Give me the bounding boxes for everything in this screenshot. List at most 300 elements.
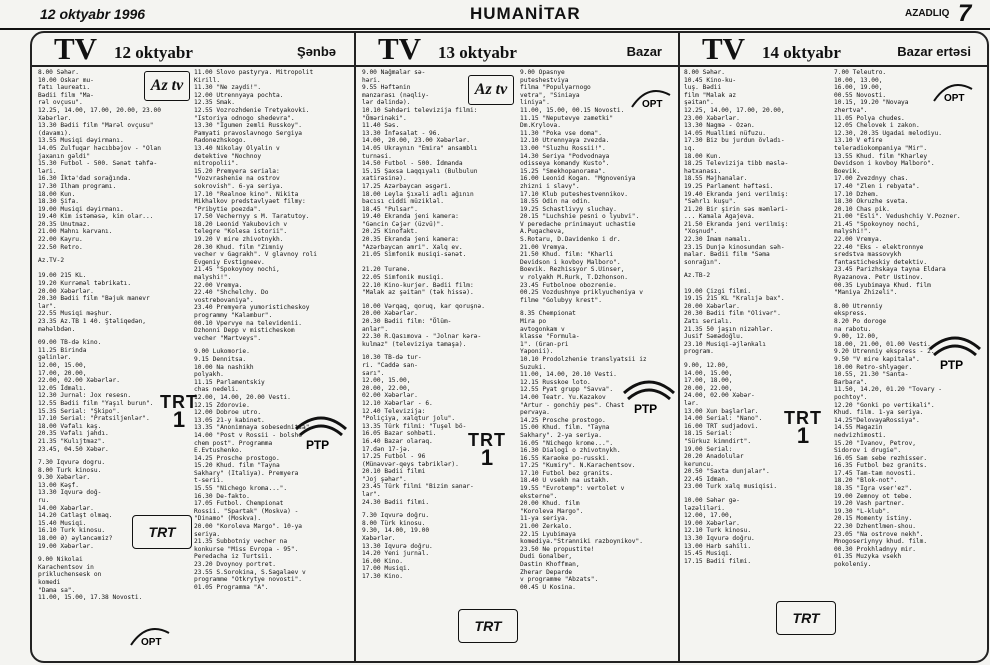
program-line: 12.30, 20.35 Ugadai melodiyu. xyxy=(834,129,943,137)
program-line: 17.25 Futbol - 96 xyxy=(362,453,426,461)
program-line: 20.35 Ekranda jeni kamera: xyxy=(362,236,459,244)
column-header xyxy=(356,33,680,67)
program-line: 20.15 Momenty istiny. xyxy=(834,515,913,523)
program-line: 00.55 Novosti. xyxy=(834,91,887,99)
program-line: 21.20 Turane. xyxy=(362,266,411,274)
section-name: AZADLIQ xyxy=(905,8,950,19)
program-line: ekspress. xyxy=(834,310,868,318)
program-line: "Maniya Zhizeli". xyxy=(834,289,898,297)
program-line: fantasticheskiy detektiv. xyxy=(834,258,928,266)
program-line: 12.30 Jurnal: Jox resesn. xyxy=(38,392,132,400)
program-line: 12.05 İdmalı. xyxy=(38,384,87,392)
program-line: 01.35 Muzyka vsekh xyxy=(834,553,902,561)
program-line: 23.40 Premyera yumoristicheskoy xyxy=(194,304,310,312)
program-line: 15.30 Futbol - 500. Sənət təhfə- xyxy=(38,160,158,168)
program-line: 12.05 Chelovek i zakon. xyxy=(834,122,920,130)
program-line: Peredacha iz Turtsii. xyxy=(194,553,273,561)
program-line: gəlinlər. xyxy=(38,354,72,362)
program-line: 10.10 Prodolzhenie translyatsii iz xyxy=(520,355,647,363)
program-line: 18.15 Serial: xyxy=(684,430,733,438)
program-line: 9.00, 12.00, xyxy=(684,361,729,369)
program-line: 19.40 Ekranda jeni kamera: xyxy=(362,213,459,221)
program-line: sredstva massovykh xyxy=(834,251,902,259)
program-line: lar". xyxy=(362,491,381,499)
program-line: 16.40 Bazar olaraq. xyxy=(362,437,433,445)
program-line: 23.45 Futbolnoe obozrenie. xyxy=(520,281,617,289)
trt-int-logo: TRT xyxy=(132,515,192,549)
program-line: 13.30 Iqvurə doğ- xyxy=(38,489,102,497)
tv-guide-frame xyxy=(30,31,989,663)
program-line: 15.15 Şaxsa Laqqıyalı (Bulbulun xyxy=(362,167,478,175)
program-line: "Ömərinəki". xyxy=(362,114,407,122)
program-line: 19.30 "L-klub". xyxy=(834,507,890,515)
program-line: 12.00 Dobroe utro. xyxy=(194,409,262,417)
program-line: 15.20 Premyera seriala: xyxy=(194,167,280,175)
program-line: Sakhary" (Italiya). Premyera xyxy=(194,469,299,477)
program-line: 9.15 Dennitsa. xyxy=(194,355,247,363)
program-line: lar". xyxy=(38,302,57,310)
program-line: 19.00 215 KL. xyxy=(38,272,87,280)
trt1-logo xyxy=(160,392,198,432)
program-line: na rabotu. xyxy=(834,325,872,333)
program-line: 8.20 Po doroge xyxy=(834,318,887,325)
day-date: 12 oktyabr xyxy=(114,43,193,62)
program-line: 10.00 Vərqaq, qoruq, kar qoruşnə. xyxy=(362,302,485,310)
program-line: "Poliçiya, xalqtur jolu". xyxy=(362,415,456,423)
program-line: Az.TB-2 xyxy=(684,272,711,280)
listing-right xyxy=(520,69,678,659)
program-line: A.Pugacheva, xyxy=(520,228,565,236)
program-line: lər. xyxy=(684,399,699,407)
program-line: "Sürkuz kimndirt". xyxy=(684,437,752,445)
program-line: 11-ya seriya. xyxy=(520,515,569,523)
program-line: zhizni i slavy". xyxy=(520,182,580,190)
program-line: luş. Bədii xyxy=(684,84,722,92)
program-line: "Malak az şəitan" (tək hissə). xyxy=(362,289,474,297)
program-line: 13.40 Nikolay Olyalin v xyxy=(194,144,280,152)
program-line: 21.45 "Spokoynoy nochi, xyxy=(194,266,280,274)
program-line: klasse "Formula- xyxy=(520,333,580,341)
program-line: 17.10 Serial: "Pratsiljenlər". xyxy=(38,415,150,423)
program-line: 14.00 Xəbərlər. xyxy=(38,504,94,512)
program-block xyxy=(194,348,352,591)
program-line: 00.30 Prokhladnyy mir. xyxy=(834,545,916,553)
program-block xyxy=(684,272,830,356)
program-line: 20.00 Xəbərlər. xyxy=(362,310,418,318)
program-line: 12.35 Smak. xyxy=(194,99,235,107)
program-line: 22.00, 02.00 Xəbərlər. xyxy=(38,377,120,385)
program-line: 18.30 Okruzhe sveta. xyxy=(834,198,909,206)
program-line: 22.30 Dzhentlmen-shou. xyxy=(834,523,916,531)
program-line: 21.35 "Kulıjtmaz". xyxy=(38,437,106,445)
program-line: 16.00, 19.00, xyxy=(834,84,883,92)
program-line: 21.00 Mahnı karvanı. xyxy=(38,228,113,236)
program-line: jaxanın gəldi" xyxy=(38,152,91,160)
program-line: chas nedeli. xyxy=(194,386,239,394)
program-line: 12.00, 15.00, xyxy=(362,377,411,385)
tv-heading: TV xyxy=(702,33,746,66)
program-line: 22.55 Musiqi məşhur. xyxy=(38,310,113,318)
program-line: 19.25 Schastlivyy sluchay. xyxy=(520,205,617,213)
program-line: 17.30 Kino. xyxy=(362,573,403,580)
program-line: 21.20 Bir şirin səs məmləri- xyxy=(684,205,789,213)
program-line: 17.30 Ilham programı. xyxy=(38,182,117,190)
program-line: 17.40 "Zlen i rebyata". xyxy=(834,182,920,190)
program-line: 21.00 Vremya. xyxy=(520,243,569,251)
program-line: 11.05 Polya chudes. xyxy=(834,114,905,122)
program-line: Dudi Gonalber, xyxy=(520,553,573,561)
svg-text:ОРТ: ОРТ xyxy=(642,99,663,110)
program-line: 19.00 Musiqi dəyirmanı. xyxy=(38,205,124,213)
program-line: 00.10 Vpervye na televidenii. xyxy=(194,319,303,327)
newspaper-name: HUMANİTAR xyxy=(470,4,581,23)
program-line: 12.25, 14.00, 17.00, 20.00, xyxy=(684,106,785,114)
program-line: 10.55, 21.30 "Santa- xyxy=(834,371,909,379)
program-line: bacısı ciddi müzikləl. xyxy=(362,198,444,206)
program-line: v rolyakh M.Rurk, T.Dzhonson. xyxy=(520,274,629,282)
program-line: 13.30 Iqvurə doğru. xyxy=(684,535,755,543)
program-line: 19.00 Zemnoy ot tebe. xyxy=(834,492,913,500)
program-line: ... Kamala Agajeva. xyxy=(684,213,755,221)
program-line: 17.50 Vechernyy s M. Taratutoy. xyxy=(194,213,310,221)
program-line: 00.25 Vozdushnye priklyucheniya v xyxy=(520,289,643,297)
program-line: "Koroleva Margo". xyxy=(520,507,584,515)
program-line: 19.00 Serial: xyxy=(684,445,733,453)
program-line: Zatı serialı. xyxy=(684,318,733,325)
program-line: 12.15 Zdorovie. xyxy=(194,401,250,409)
program-line: pervaya. xyxy=(520,409,550,417)
program-line: 22.50 Retro. xyxy=(38,243,83,251)
program-line: 16.30 İktə'dad sorağında. xyxy=(38,175,132,183)
program-line: 11.30 "Poka vse doma". xyxy=(520,129,602,137)
program-line xyxy=(684,280,830,288)
program-line: programmy "Kalambur". xyxy=(194,312,273,319)
program-line: eksterne". xyxy=(520,492,558,500)
program-line: 11.15 Parlamentskiy xyxy=(194,378,265,386)
program-line: "Joj şəhər". xyxy=(362,475,407,483)
program-line: 17.45 Tam-tam novosti. xyxy=(834,469,916,477)
program-line: Xəbərlər. xyxy=(38,114,72,122)
program-line: 8.35 Chempionat xyxy=(520,310,576,318)
program-line: mitropolii". xyxy=(194,160,239,168)
program-line: ləzəliləri. xyxy=(684,504,725,512)
program-line: 18.55 Məjhanalar. xyxy=(684,175,748,183)
program-line: 10.45 Kino-ku- xyxy=(684,76,737,84)
program-line: 20.00 "Koroleva Margo". 10-ya xyxy=(194,523,303,531)
program-line: Mnogoseriynyy khud. film. xyxy=(834,538,928,546)
program-line: Az.TV-2 xyxy=(38,257,65,265)
program-line: 21.00 Zerkalo. xyxy=(520,523,573,531)
program-line: 13.35 Türk filmi: "Tuşel bö- xyxy=(362,422,467,430)
program-line: 16.55 Karaoke po-russki. xyxy=(520,454,610,462)
program-line: 13.30 Nagmə - Ozən. xyxy=(684,122,755,130)
program-line: 12.10 Utrennyaya zvezda. xyxy=(520,137,610,145)
program-line: 8.00 Səhər. xyxy=(38,69,79,76)
program-line: 14.25 Prosche prostogo. xyxy=(194,454,280,462)
program-line: 20.30 Bədii film "Bəjuk manevr xyxy=(38,295,150,303)
program-line: 14.25 Prosche prostogo. xyxy=(520,416,606,424)
trt-logo-number: 1 xyxy=(172,407,186,432)
program-line: 01.05 Programma "A". xyxy=(194,583,269,591)
program-line: 8.00 Turk kinosu. xyxy=(38,466,102,474)
program-line: 12.20 "Gonki po vertikali". xyxy=(834,401,935,409)
ort-logo xyxy=(930,79,976,107)
program-line: Jusif Səmədoğlu. xyxy=(684,333,744,341)
program-line: 14.30 Seriya "Podvodnaya xyxy=(520,152,610,160)
program-line: 20.00, 22.00, xyxy=(362,384,411,392)
program-line: 20.00 Xəbərlər. xyxy=(684,302,740,310)
svg-text:ОРТ: ОРТ xyxy=(141,637,162,648)
program-line: 17.10 "Realnoe kino". Nikita xyxy=(194,190,299,198)
program-line: Barbara". xyxy=(834,378,868,386)
program-line: 17.dən 17-jə. xyxy=(362,445,411,453)
program-line: 13.30 "Igumen zemli Russkoy". xyxy=(194,122,303,130)
program-line: 14.00, 20.00, 23.00 Xəbərlər. xyxy=(362,137,471,145)
program-line: 9.00 Opasnye xyxy=(520,69,565,76)
program-line: 9.30, 14.00, 19.00 xyxy=(362,527,430,535)
program-line: 10.00 Na nashikh xyxy=(194,363,254,371)
program-block xyxy=(38,257,188,333)
program-line: Kirill. xyxy=(194,76,221,84)
program-line: vostrebovaniya". xyxy=(194,296,254,304)
program-line: "Pribytie poezda". xyxy=(194,205,262,213)
program-line: ru. xyxy=(38,497,50,505)
program-line: 8.00 Səhər. xyxy=(684,69,725,76)
program-line: ıq. xyxy=(684,144,696,152)
program-line: 14.00 Serial: "Nano". xyxy=(684,415,763,423)
program-line: prikluchensesk on xyxy=(38,571,102,579)
program-line: 17.25 Azərbaycan əsgəri. xyxy=(362,182,452,190)
program-line: 19.55 "Evrotemp": vertolet v xyxy=(520,485,625,493)
program-line: 20.10 Bədii filmi xyxy=(362,468,426,476)
program-line: 10.10 Səhdəri televizija filmi: xyxy=(362,106,478,114)
program-line: 20.30 Bədii film: "Ölüm- xyxy=(362,318,452,325)
program-line: 17.10 Dzhem. xyxy=(834,190,879,198)
program-line: 16.00 TRT sudjadovi. xyxy=(684,422,759,430)
svg-text:ОРТ: ОРТ xyxy=(944,93,965,104)
program-line: 12.00, 14.00, 20.00 Vesti. xyxy=(194,393,291,401)
listing-left xyxy=(38,69,188,659)
program-line: Karachentsov in xyxy=(38,563,94,571)
program-line: 12.15 Russkoe loto. xyxy=(520,378,591,386)
day-date: 14 oktyabr xyxy=(762,43,841,62)
program-line: filma "Populyarnogo xyxy=(520,84,591,92)
program-line: 21.45 "Spokoynoy nochi, xyxy=(834,220,920,228)
program-line: 19.40 Kim istəməsə, kim olar... xyxy=(38,213,154,221)
program-line: 19.20 Vash partner. xyxy=(834,500,905,508)
trt-logo-text: TRT xyxy=(468,430,506,450)
program-line: polyakh. xyxy=(194,371,224,379)
aztv-logo: Az tv xyxy=(468,75,514,105)
program-line: 21.35 Subbotniy vecher na xyxy=(194,538,288,546)
program-line: Zherar Deparde xyxy=(520,568,573,576)
program-line: Dastin Khoffman, xyxy=(520,561,580,568)
program-line: 16.00 Kino. xyxy=(362,557,403,565)
program-line: v programme "Abzats". xyxy=(520,576,599,584)
program-block xyxy=(194,69,352,342)
program-line: 15.20 Khud. film "Tayna xyxy=(194,462,280,470)
program-line: şəitan". xyxy=(684,99,714,107)
program-line: Bədii film "Ma- xyxy=(38,91,94,99)
program-line: 17.00 Musiqi. xyxy=(362,565,411,573)
program-line: 14.20 Catlaşt olmaq. xyxy=(38,512,113,520)
program-line xyxy=(362,259,514,267)
program-line: 14.05 Muallimi nüfuzu. xyxy=(684,129,766,137)
program-block xyxy=(520,310,678,591)
trt-logo-number: 1 xyxy=(796,423,810,448)
program-line: 12.10 Turk kinosu. xyxy=(684,527,752,535)
program-line: xatirəsinə). xyxy=(362,175,407,183)
program-line: 23.50 Ne propustite! xyxy=(520,545,595,553)
program-line: 13.10 V efire xyxy=(834,137,883,145)
program-line: 9.20 Utrenniy ekspress - 2. xyxy=(834,348,935,356)
program-line: 17.30 Biz bu jurdun övladı- xyxy=(684,137,785,145)
program-line: 14.55 Magazin xyxy=(834,424,883,432)
program-line: 23.45, 04.50 Xəbər. xyxy=(38,445,109,453)
program-line: Radonezhskogo. xyxy=(194,137,247,145)
program-line: 16.30 De-fakto. xyxy=(194,492,250,500)
program-block xyxy=(684,69,830,266)
program-line: 14.05 Ukraynın "Emira" ansamblı xyxy=(362,144,478,152)
program-line: 17.05 Futbol. Chempionat xyxy=(194,500,284,508)
program-line: 21.50 Khud. film: "Kharli xyxy=(520,251,614,259)
program-line: Mira po xyxy=(520,318,547,325)
program-line: 13.05 21-y kabinet. xyxy=(194,416,265,424)
program-line: sonrağın". xyxy=(684,258,722,266)
tv-column-day-3 xyxy=(678,33,989,661)
program-line: 18.25 Televizija tibb məslə- xyxy=(684,160,789,168)
trt-logo-number: 1 xyxy=(480,445,494,470)
program-line: 23.00 Xəbərlər. xyxy=(684,114,740,122)
weekday: Bazar xyxy=(626,44,662,59)
tv-heading: TV xyxy=(54,33,98,66)
program-line: 19.40 Ekranda jeni verilmiş: xyxy=(684,190,789,198)
program-line: detektive "Nochnoy xyxy=(194,152,262,160)
program-line: komediya."Stranniki razboynikov". xyxy=(520,538,643,546)
program-line: 22.00 Vremya. xyxy=(194,281,243,289)
program-line: 21.35 50 jaşın nizəhlər. xyxy=(684,325,774,333)
program-block xyxy=(362,303,514,349)
program-line: odisseya komandy Kusto". xyxy=(520,160,610,168)
trt1-logo xyxy=(468,430,506,470)
program-line: rəl ovçusu". xyxy=(38,99,83,107)
program-line: 19.00 Xəbərlər. xyxy=(684,519,740,527)
program-line: avtogonkam v xyxy=(520,325,565,333)
program-line: 22.10 Kino-kurjer. Bədii film: xyxy=(362,281,474,289)
program-line: seriya. xyxy=(194,530,221,538)
program-line: 17.10 Futbol bez granits. xyxy=(520,469,614,477)
program-line: Evgeniy Evstigneev. xyxy=(194,258,265,266)
program-line: 14.05 Zulfuqar həcıbbəjov - "Olan xyxy=(38,144,161,152)
program-line: (davamı). xyxy=(38,129,72,137)
program-line: 10.15, 19.20 "Novaya xyxy=(834,99,909,107)
program-line: 15.40 Musiqi. xyxy=(38,519,87,527)
tv-heading: TV xyxy=(378,33,422,66)
program-line: Boevik. xyxy=(834,167,861,175)
program-line: t-serii. xyxy=(194,477,224,485)
program-line: 17.00, 20.00, xyxy=(38,369,87,377)
program-line: məhəlbdən. xyxy=(38,325,76,333)
program-line: keruncu. xyxy=(684,460,714,468)
trt-int-logo: TRT xyxy=(458,609,518,643)
program-line: Suzuki. xyxy=(520,363,547,371)
program-line: kulmaz" (televiziya tamaşa). xyxy=(362,340,467,348)
program-line: komedi xyxy=(38,579,61,586)
program-line: 17.15 Bədii filmi. xyxy=(684,557,752,565)
program-line: 19.15 215 KL "Kralıjə bax". xyxy=(684,295,785,303)
program-line: "Vozvrashenie na ostrov xyxy=(194,175,280,183)
program-line: 11.25 Birinda xyxy=(38,346,87,354)
program-line: vecher "Martveys". xyxy=(194,334,262,342)
program-line: E.Evtushenko. xyxy=(194,447,243,455)
column-header xyxy=(680,33,989,67)
program-line: 23.05 "Na ostrove nekh". xyxy=(834,530,924,538)
program-line: 20.20 Anadolular xyxy=(684,453,744,461)
program-line: pochtoy". xyxy=(834,393,868,401)
program-line: nedvizhimosti. xyxy=(834,431,887,439)
program-line: 17.00, 18.00, xyxy=(684,377,733,385)
trt-logo-text: TRT xyxy=(160,392,198,412)
program-line: 14.20 Yeni jurnal. xyxy=(362,550,430,558)
program-line: "Istoriya odnogo shedevra". xyxy=(194,114,295,122)
program-line: 9.00 Nikolai xyxy=(38,556,83,564)
program-line: 20.30 Khud. film "Zimniy xyxy=(194,243,284,251)
program-line: Pamyati pravoslavnogo Sergiya xyxy=(194,129,303,137)
program-line: 23.00 Turk xalq musiqisi. xyxy=(684,483,778,491)
program-line: 22.00 Kayru. xyxy=(38,236,83,244)
program-line: 21.00 "Esli". Vedushchiy V.Pozner. xyxy=(834,213,961,221)
program-line: turnəsi. xyxy=(362,152,392,160)
program-line: 9.55 Həftənin xyxy=(362,84,411,92)
svg-text:РТР: РТР xyxy=(306,438,330,452)
program-line: telegre "Kolesa istorii". xyxy=(194,228,288,236)
program-line: 18.55 Odin na odin. xyxy=(520,198,591,206)
program-line: 9.00 Nağmalar sə- xyxy=(362,69,426,76)
program-line: Devidson i kovboy Malboro". xyxy=(834,160,935,168)
program-line: fatı laureatı. xyxy=(38,84,91,92)
column-header xyxy=(32,33,354,67)
program-line: 17.10 Klub puteshestvennikov. xyxy=(520,190,629,198)
program-line: 14.00 Teatr. Yu.Kazakov xyxy=(520,393,606,401)
program-line: 12.10 Xəbərlər - 6. xyxy=(362,399,433,407)
program-line: 15.20 "Ivanov, Petrov, xyxy=(834,439,916,447)
program-line: ləri. xyxy=(38,167,57,175)
program-line: 23.10 Musiqi-əjlənkalı xyxy=(684,340,766,348)
program-line: 18.00 Ə) əyləncəmiz? xyxy=(38,535,113,543)
program-line: 1". (Gran-pri xyxy=(520,340,569,348)
program-line: 20.30 Bədii film "Olivər". xyxy=(684,310,781,318)
program-line: 18.35 "Igra vser'ez". xyxy=(834,485,913,493)
program-line: 21.50 Ekranda jeni verilmiş: xyxy=(684,220,789,228)
program-line: 22.30 İmam nəmalı. xyxy=(684,236,752,244)
program-line: konkurse "Miss Evropa - 95". xyxy=(194,545,299,553)
program-line: 8.00 Türk kinosu. xyxy=(362,519,426,527)
program-line: "Dinamo" (Moskva). xyxy=(194,515,262,523)
program-line xyxy=(38,265,188,273)
program-line: 15.25 "Smekhopanorama". xyxy=(520,167,606,175)
program-line: Xəbərlər. xyxy=(362,535,396,543)
program-line: 19.00 Çizgi filmi. xyxy=(684,287,752,295)
program-line: 21.05 Simfonik musiqi-sənət. xyxy=(362,251,467,259)
program-line: programme "Otkrytye novosti". xyxy=(194,576,303,584)
tv-column-day-2 xyxy=(354,33,680,661)
program-line: sokrovish". 6-ya seriya. xyxy=(194,182,284,190)
program-line: Mikhalkov predstavlyaet filmy: xyxy=(194,198,306,206)
program-line: 18.20 Leonid Yakubovich v xyxy=(194,220,288,228)
program-line: 10.00 Oskar mu- xyxy=(38,76,94,84)
program-line: 23.45 Parizhskaya tayna Eldara xyxy=(834,266,946,274)
program-line: 18.40 U vsekh na ustakh. xyxy=(520,477,610,485)
